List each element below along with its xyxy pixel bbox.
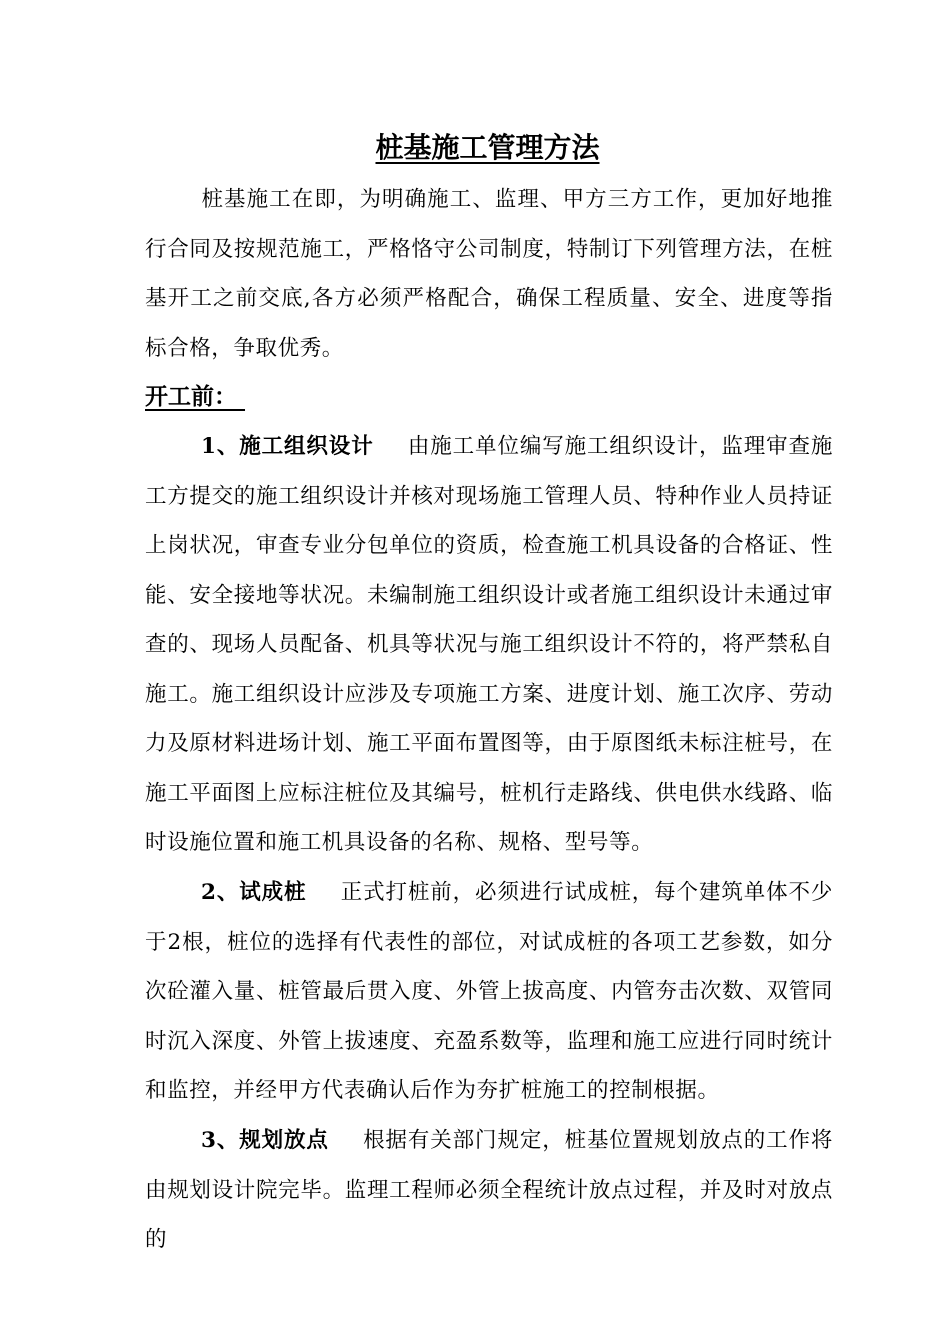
section-heading-before-start: 开工前： [145, 383, 246, 410]
item-paragraph-1 [145, 422, 833, 868]
document-title: 桩基施工管理方法 [375, 131, 600, 164]
intro-text: 桩基施工在即，为明确施工、监理、甲方三方工作，更加好地推行合同及按规范施工，严格恪守公司制度，特制订下列管理方法，在桩基开工之前交底,各方必须严格配合，确保工程质量、安全、进度等指标合格，争取优秀。 [145, 187, 833, 361]
item-text-2: 正式打桩前，必须进行试成桩，每个建筑单体不少于2根，桩位的选择有代表性的部位，对试成桩的各项工艺参数，如分次砼灌入量、桩管最后贯入度、外管上拔高度、内管夯击次数、双管同时沉入深度、外管上拔速度、充盈系数等，监理和施工应进行同时统计和监控，并经甲方代表确认后作为夯扩桩施工的控制根据。 [145, 880, 834, 1103]
item-heading-2: 2、试成桩 [201, 880, 307, 905]
item-heading-1: 1、施工组织设计 [201, 434, 374, 459]
item-text-1: 由施工单位编写施工组织设计，监理审查施工方提交的施工组织设计并核对现场施工管理人员、特种作业人员持证上岗状况，审查专业分包单位的资质，检查施工机具设备的合格证、性能、安全接地等状况。未编制施工组织设计或者施工组织设计未通过审查的、现场人员配备、机具等状况与施工组织设计不符的，将严禁私自施工。施工组织设计应涉及专项施工方案、进度计划、施工次序、劳动力及原材料进场计划、施工平面布置图等，由于原图纸未标注桩号，在施工平面图上应标注桩位及其编号，桩机行走路线、供电供水线路、临时设施位置和施工机具设备的名称、规格、型号等。 [145, 434, 834, 855]
intro-paragraph [145, 175, 833, 373]
item-paragraph-3 [145, 1116, 833, 1265]
item-text-3: 根据有关部门规定，桩基位置规划放点的工作将由规划设计院完毕。监理工程师必须全程统计放点过程，并及时对放点的 [145, 1128, 834, 1252]
item-paragraph-2 [145, 868, 833, 1116]
item-heading-3: 3、规划放点 [201, 1128, 329, 1153]
